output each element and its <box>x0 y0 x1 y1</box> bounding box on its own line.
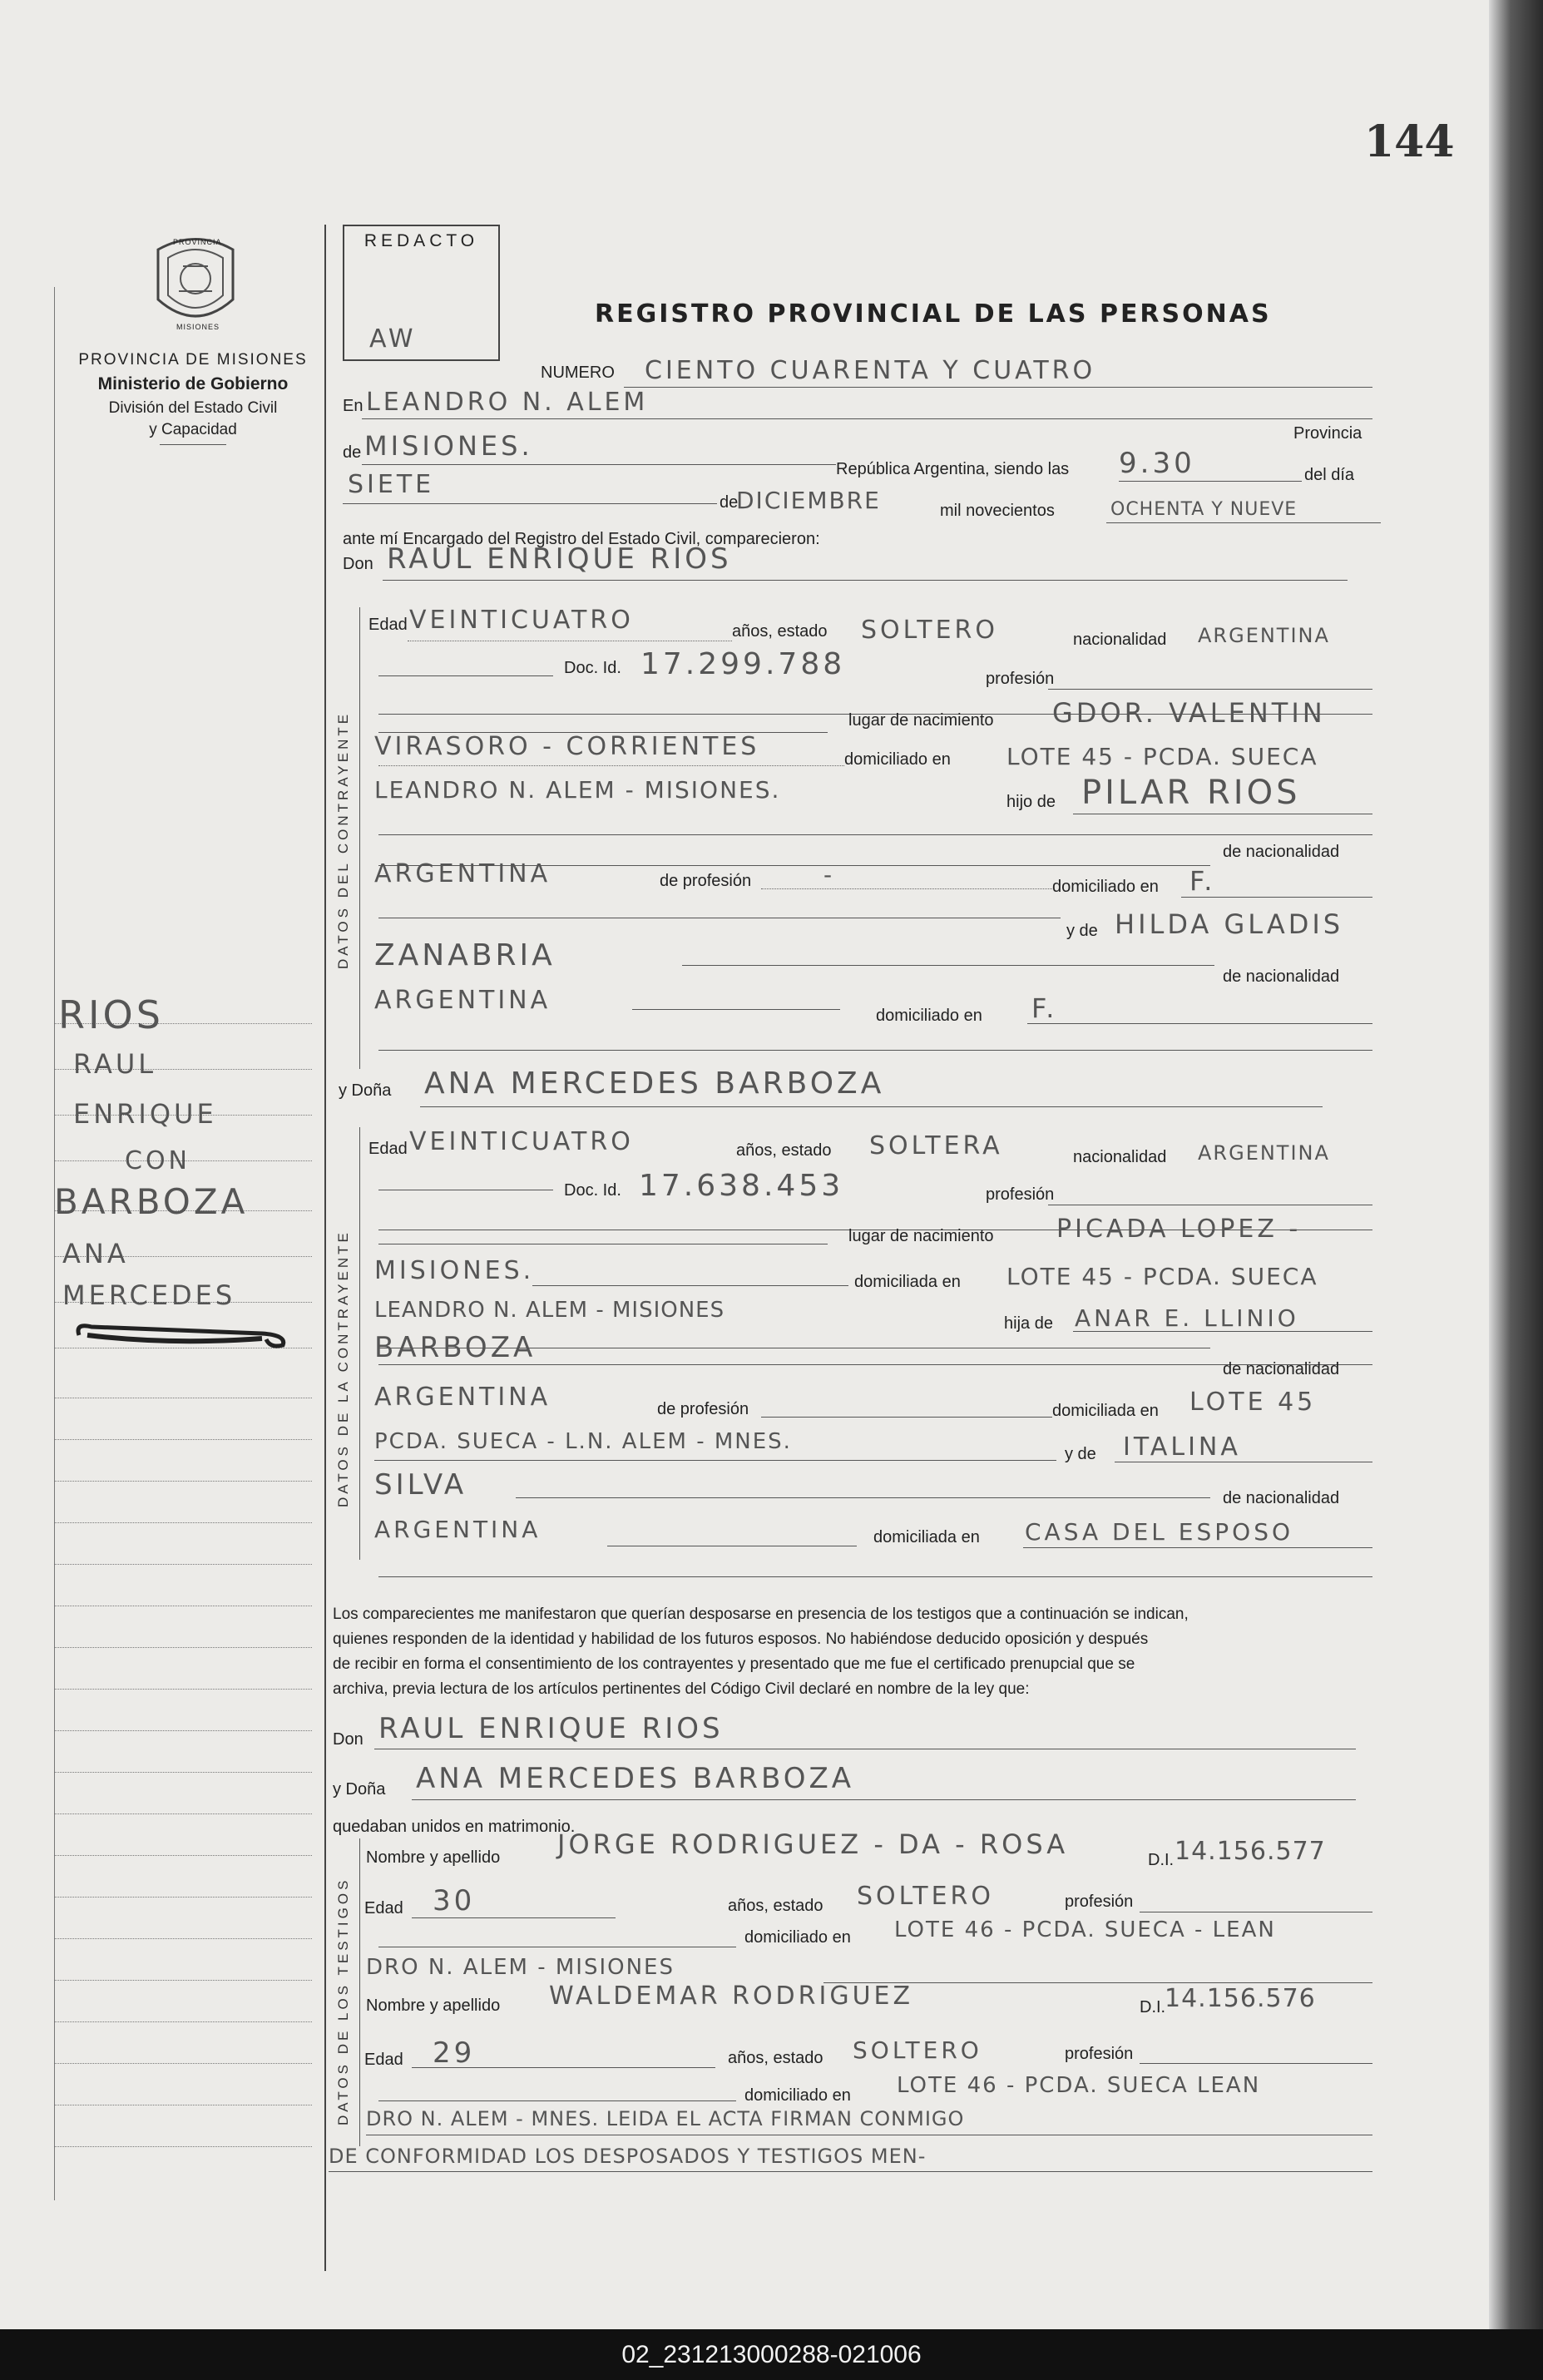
padre-value-m: PILAR RIOS <box>1081 774 1301 812</box>
madre-nacionalidad-f: ARGENTINA <box>374 1516 542 1543</box>
padre-domicilio-m: F. <box>1189 865 1216 897</box>
margin-note-line-1: RIOS <box>58 992 164 1037</box>
t2-nombre-value: WALDEMAR RODRIGUEZ <box>549 1982 914 2011</box>
declaration-dona-label: y Doña <box>333 1780 386 1799</box>
de-nacionalidad-label-f2: de nacionalidad <box>1223 1489 1340 1507</box>
estado-value-f: SOLTERA <box>869 1131 1003 1160</box>
redacto-stamp <box>343 225 500 361</box>
hija-label-f: hija de <box>1004 1314 1053 1333</box>
edad-label-f: Edad <box>368 1140 408 1158</box>
domiciliada-label-f: domiciliada en <box>854 1273 961 1291</box>
lugar-value-2-m: VIRASORO - CORRIENTES <box>374 732 760 761</box>
padre-value-2-f: BARBOZA <box>374 1331 537 1364</box>
doc-label-m: Doc. Id. <box>564 659 621 677</box>
book-binding <box>1489 0 1543 2329</box>
nacionalidad-value-m: ARGENTINA <box>1198 624 1330 647</box>
de-value: MISIONES. <box>364 430 533 462</box>
flourish-icon <box>71 1319 295 1352</box>
padre-domicilio-2-f: PCDA. SUECA - L.N. ALEM - MNES. <box>374 1429 792 1454</box>
t2-di-value: 14.156.576 <box>1165 1984 1316 2013</box>
declaration-don-value: RAUL ENRIQUE RIOS <box>378 1712 724 1745</box>
padre-profesion-m: - <box>823 861 836 888</box>
margin-note-line-4: CON <box>125 1146 191 1175</box>
padre-nacionalidad-f: ARGENTINA <box>374 1383 551 1412</box>
margin-note-line-6: ANA <box>62 1238 129 1269</box>
mil-label: mil novecientos <box>940 502 1055 520</box>
padre-domicilio-label-f: domiciliada en <box>1052 1402 1159 1420</box>
t2-anios-estado-label: años, estado <box>728 2049 823 2067</box>
t1-domicilio-1: LOTE 46 - PCDA. SUECA - LEAN <box>894 1917 1276 1942</box>
padre-nacionalidad-m: ARGENTINA <box>374 859 551 888</box>
t2-domicilio-1: LOTE 46 - PCDA. SUECA LEAN <box>897 2073 1261 2098</box>
t2-edad-label: Edad <box>364 2051 403 2069</box>
dia-value: SIETE <box>348 470 435 499</box>
ministry-name: Ministerio de Gobierno <box>97 374 289 393</box>
madre-domicilio-m: F. <box>1031 992 1058 1024</box>
del-dia-label: del día <box>1304 466 1355 484</box>
t1-nombre-value: JORGE RODRIGUEZ - DA - ROSA <box>557 1828 1069 1860</box>
ante-text: ante mí Encargado del Registro del Estado Civil, comparecieron: <box>343 530 820 548</box>
redacto-initials: AW <box>369 324 417 354</box>
t2-domicilio-2: DRO N. ALEM - MNES. LEIDA EL ACTA FIRMAN CONMIGO <box>366 2107 965 2130</box>
madre-value-1-m: HILDA GLADIS <box>1115 908 1344 940</box>
t1-profesion-label: profesión <box>1065 1893 1134 1911</box>
province-name: PROVINCIA DE MISIONES <box>78 351 308 369</box>
hora-value: 9.30 <box>1119 447 1195 480</box>
coat-of-arms-seal <box>141 225 250 345</box>
t1-nombre-label: Nombre y apellido <box>366 1848 501 1867</box>
don-value: RAUL ENRIQUE RIOS <box>387 542 732 576</box>
doc-value-m: 17.299.788 <box>640 647 846 681</box>
margin-note-line-2: RAUL <box>73 1048 157 1080</box>
provincia-label: Provincia <box>1293 424 1362 443</box>
domiciliado-label-m: domiciliado en <box>844 750 951 769</box>
domicilio-value-2-f: LEANDRO N. ALEM - MISIONES <box>374 1298 725 1323</box>
left-border <box>54 287 55 2200</box>
page-number: 144 <box>1364 116 1455 167</box>
numero-value: CIENTO CUARENTA Y CUATRO <box>645 356 1096 385</box>
nacionalidad-value-f: ARGENTINA <box>1198 1141 1330 1165</box>
en-value: LEANDRO N. ALEM <box>366 388 649 417</box>
padre-domicilio-1-f: LOTE 45 <box>1189 1388 1317 1417</box>
declaration-line-4: archiva, previa lectura de los artículos pertinentes del Código Civil declaré en nombre de la ley que: <box>333 1680 1030 1698</box>
footer-id: 02_231213000288-021006 <box>0 2329 1543 2380</box>
t2-domicilio-3: DE CONFORMIDAD LOS DESPOSADOS Y TESTIGOS MEN- <box>329 2145 927 2168</box>
nacionalidad-label-m: nacionalidad <box>1073 631 1167 649</box>
seal-bottom-text: MISIONES <box>176 323 220 331</box>
declaration-don-label: Don <box>333 1730 363 1749</box>
margin-note-line-3: ENRIQUE <box>73 1098 217 1130</box>
numero-label: NUMERO <box>541 364 615 382</box>
republica-label: República Argentina, siendo las <box>836 460 1070 478</box>
anio-value: OCHENTA Y NUEVE <box>1110 499 1298 520</box>
testigos-section-label: DATOS DE LOS TESTIGOS <box>335 1877 351 2125</box>
t1-edad-value: 30 <box>433 1884 476 1917</box>
t1-anios-estado-label: años, estado <box>728 1897 823 1915</box>
margin-divider <box>324 225 326 2271</box>
contrayente-f-section-label: DATOS DE LA CONTRAYENTE <box>335 1230 351 1507</box>
don-label: Don <box>343 555 373 573</box>
profesion-label-m: profesión <box>986 670 1055 688</box>
y-de-label-f: y de <box>1065 1445 1096 1463</box>
t1-edad-label: Edad <box>364 1899 403 1917</box>
declaration-closing: quedaban unidos en matrimonio. <box>333 1818 576 1836</box>
madre-domicilio-label-f: domiciliada en <box>873 1528 980 1546</box>
de-nacionalidad-label-m1: de nacionalidad <box>1223 843 1340 861</box>
edad-value-m: VEINTICUATRO <box>409 606 634 635</box>
margin-note-line-5: BARBOZA <box>54 1181 249 1222</box>
declaration-line-3: de recibir en forma el consentimiento de los contrayentes y presentado que me fue el certificado prenupcial que se <box>333 1655 1135 1673</box>
t1-estado-value: SOLTERO <box>857 1882 994 1911</box>
seal-top-text: PROVINCIA <box>173 238 222 246</box>
madre-value-2-f: SILVA <box>374 1468 467 1502</box>
madre-domicilio-label-m: domiciliado en <box>876 1007 982 1025</box>
declaration-line-1: Los comparecientes me manifestaron que querían desposarse en presencia de los testigos que a continuación se indican, <box>333 1606 1189 1623</box>
dona-label: y Doña <box>339 1081 392 1100</box>
nacionalidad-label-f: nacionalidad <box>1073 1148 1167 1166</box>
division-line-1: División del Estado Civil <box>108 399 278 417</box>
lugar-label-m: lugar de nacimiento <box>848 711 994 730</box>
de-profesion-label-m1: de profesión <box>660 872 752 890</box>
domicilio-value-1-m: LOTE 45 - PCDA. SUECA <box>1006 743 1318 770</box>
de-profesion-label-f: de profesión <box>657 1400 749 1418</box>
domicilio-value-1-f: LOTE 45 - PCDA. SUECA <box>1006 1263 1318 1290</box>
t2-edad-value: 29 <box>433 2036 476 2070</box>
lugar-value-1-m: GDOR. VALENTIN <box>1052 697 1326 729</box>
lugar-label-f: lugar de nacimiento <box>848 1227 994 1245</box>
padre-value-1-f: ANAR E. LLINIO <box>1075 1304 1299 1332</box>
domicilio-value-2-m: LEANDRO N. ALEM - MISIONES. <box>374 776 781 804</box>
t2-nombre-label: Nombre y apellido <box>366 1997 501 2015</box>
estado-value-m: SOLTERO <box>861 616 998 645</box>
de-mes-label: de <box>720 493 739 512</box>
madre-nacionalidad-m: ARGENTINA <box>374 986 551 1015</box>
profesion-label-f: profesión <box>986 1185 1055 1204</box>
t2-profesion-label: profesión <box>1065 2045 1134 2063</box>
t2-domiciliado-label: domiciliado en <box>744 2086 851 2105</box>
madre-value-1-f: ITALINA <box>1123 1432 1241 1462</box>
t2-di-label: D.I. <box>1140 1998 1166 2016</box>
lugar-value-2-f: MISIONES. <box>374 1256 535 1285</box>
t1-domicilio-2: DRO N. ALEM - MISIONES <box>366 1955 675 1980</box>
de-nacionalidad-label-f1: de nacionalidad <box>1223 1360 1340 1378</box>
de-nacionalidad-label-m2: de nacionalidad <box>1223 967 1340 986</box>
edad-label-m: Edad <box>368 616 408 634</box>
left-header <box>60 351 326 445</box>
anios-estado-label-m: años, estado <box>732 622 828 641</box>
division-line-2: y Capacidad <box>149 421 237 438</box>
t2-estado-value: SOLTERO <box>853 2036 982 2064</box>
t1-di-label: D.I. <box>1148 1851 1175 1869</box>
hijo-label-m: hijo de <box>1006 793 1056 811</box>
declaration-dona-value: ANA MERCEDES BARBOZA <box>416 1762 855 1795</box>
t1-di-value: 14.156.577 <box>1175 1837 1326 1866</box>
padre-domicilio-label-m: domiciliado en <box>1052 878 1159 896</box>
madre-domicilio-f: CASA DEL ESPOSO <box>1025 1518 1294 1546</box>
y-de-label-m: y de <box>1066 922 1098 940</box>
lugar-value-1-f: PICADA LOPEZ - <box>1056 1215 1302 1244</box>
madre-value-2-m: ZANABRIA <box>374 938 556 972</box>
dona-value: ANA MERCEDES BARBOZA <box>424 1066 885 1101</box>
edad-value-f: VEINTICUATRO <box>409 1127 634 1156</box>
mes-value: DICIEMBRE <box>736 487 881 514</box>
margin-note-line-7: MERCEDES <box>62 1279 236 1311</box>
de-label: de <box>343 443 362 462</box>
contrayente-section-label: DATOS DEL CONTRAYENTE <box>335 710 351 969</box>
document-title: REGISTRO PROVINCIAL DE LAS PERSONAS <box>595 299 1272 329</box>
declaration-line-2: quienes responden de la identidad y habilidad de los futuros esposos. No habiéndose deducido oposición y después <box>333 1630 1149 1648</box>
doc-value-f: 17.638.453 <box>639 1169 844 1203</box>
redacto-label: REDACTO <box>363 231 479 250</box>
t1-domiciliado-label: domiciliado en <box>744 1928 851 1947</box>
doc-label-f: Doc. Id. <box>564 1181 621 1200</box>
en-label: En <box>343 397 363 415</box>
anios-estado-label-f: años, estado <box>736 1141 832 1160</box>
